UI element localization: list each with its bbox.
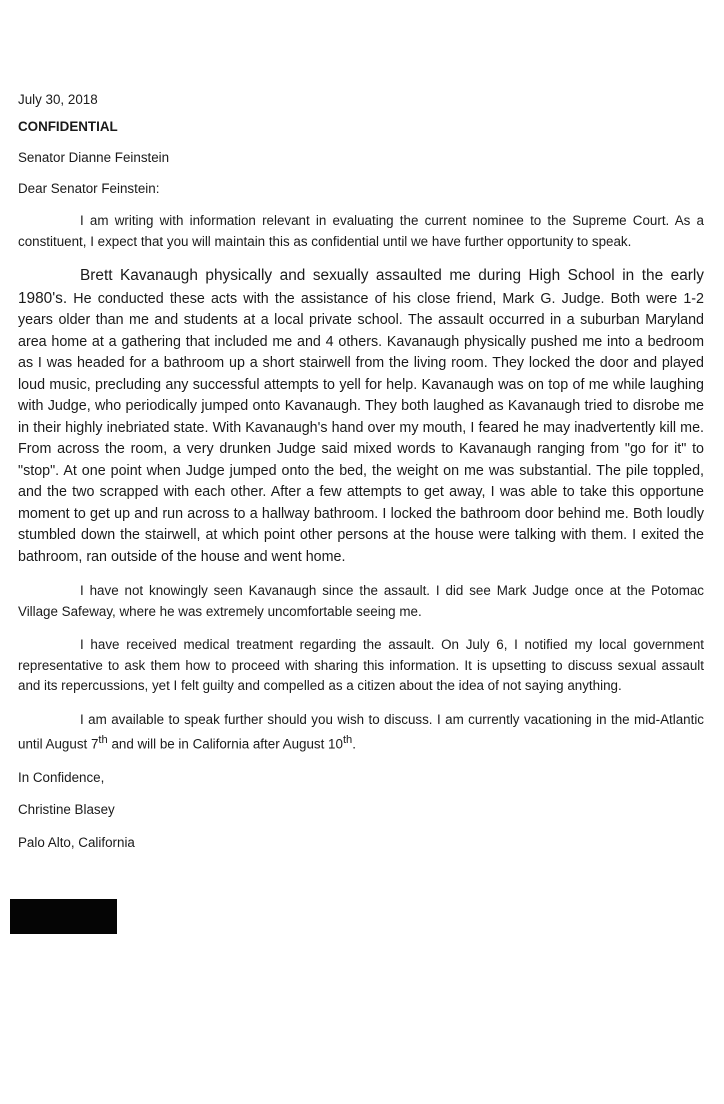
paragraph-account-body: He conducted these acts with the assistance of his close friend, Mark G. Judge. Both were 1-2 years older than me and students at a local private school. The assault occurred in a suburban Maryland area home at a gathering that included me and 4 others. Kavanaugh physically pushed me into a bedroom as I was headed for a bathroom up a short stairwell from the living room. They locked the door and played loud music, precluding any successful attempts to yell for help. Kavanaugh was on top of me while laughing with Judge, who periodically jumped onto Kavanaugh. They both laughed as Kavanaugh tried to disrobe me in their highly inebriated state. With Kavanaugh's hand over my mouth, I feared he may inadvertently kill me. From across the room, a very drunken Judge said mixed words to Kavanaugh ranging from "go for it" to "stop". At one point when Judge jumped onto the bed, the weight on me was substantial. The pile toppled, and the two scrapped with each other. After a few attempts to get away, I was able to take this opportune moment to get up and run across to a hallway bathroom. I locked the bathroom door behind me. Both loudly stumbled down the stairwell, at which point other persons at the house were talking with them. I exited the bathroom, ran outside of the house and went home. — [18, 290, 704, 565]
paragraph-treatment: I have received medical treatment regarding the assault. On July 6, I notified my local government representative to ask them how to proceed with sharing this information. It is upsetting to discuss sexual assault and its repercussions, yet I felt guilty and compelled as a citizen about the idea of not saying anything. — [18, 637, 704, 693]
superscript-th-1: th — [98, 734, 108, 746]
sender-location: Palo Alto, California — [18, 834, 135, 850]
availability-text-2: and will be in California after August 10 — [107, 736, 343, 752]
confidential-heading: CONFIDENTIAL — [18, 118, 118, 134]
availability-text-1: I am available to speak further should you wish to discuss. I am currently vacationing in the mid-Atlantic until August 7 — [18, 711, 704, 752]
letter-page — [18, 90, 704, 865]
closing-block — [18, 768, 704, 854]
paragraph-account — [18, 265, 704, 568]
paragraph-account-lead: Brett Kavanaugh physically and sexually assaulted me during High School in the early 1980's. — [18, 267, 704, 307]
paragraph-intro: I am writing with information relevant in evaluating the current nominee to the Supreme Court. As a constituent, I expect that you will maintain this as confidential until we have further opportunity to speak. — [18, 213, 704, 249]
signature-name: Christine Blasey — [18, 802, 115, 818]
letter-date: July 30, 2018 — [18, 92, 98, 107]
superscript-th-2: th — [342, 734, 353, 746]
paragraph-since: I have not knowingly seen Kavanaugh since the assault. I did see Mark Judge once at the Potomac Village Safeway, where he was extremely uncomfortable seeing me. — [18, 583, 704, 619]
closing-phrase: In Confidence, — [18, 769, 105, 785]
redaction-box — [10, 899, 117, 934]
paragraph-availability — [18, 710, 704, 755]
recipient-name: Senator Dianne Feinstein — [18, 150, 170, 165]
salutation: Dear Senator Feinstein: — [18, 180, 160, 196]
availability-text-3: . — [352, 736, 356, 752]
